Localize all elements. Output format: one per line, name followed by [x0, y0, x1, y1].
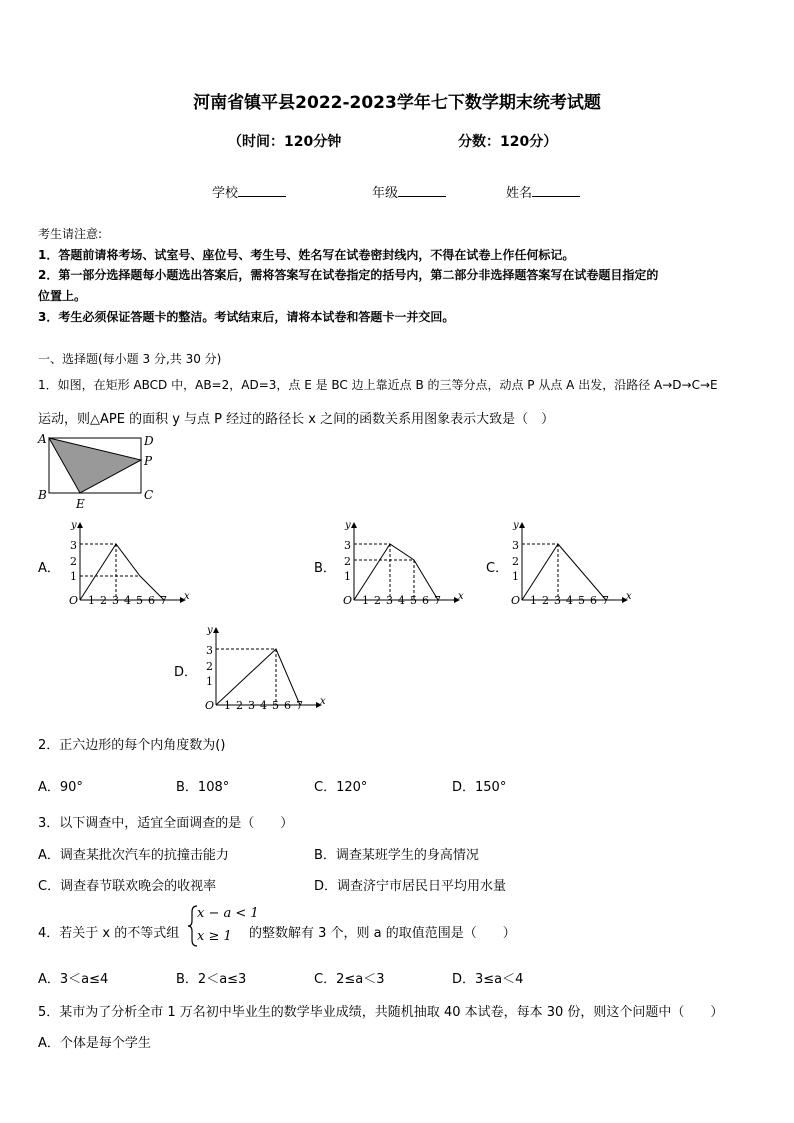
x-tick-7: 7 [434, 594, 441, 607]
q2-option-b[interactable]: B．108° [176, 780, 230, 795]
q3-option-a[interactable]: A．调查某批次汽车的抗撞击能力 [38, 848, 229, 863]
y-tick-3: 3 [344, 539, 351, 552]
q1-option-d[interactable]: D． [174, 665, 198, 680]
axis-y-label: y [513, 520, 519, 531]
x-tick-2: 2 [374, 594, 381, 607]
q3-stem: 3．以下调查中，适宜全面调查的是（ ） [38, 816, 294, 831]
q1-option-b[interactable]: B． [314, 561, 336, 576]
q1-rectangle-figure [34, 430, 164, 512]
school-blank[interactable] [238, 184, 286, 197]
name-field [506, 182, 580, 201]
x-tick-6: 6 [148, 594, 155, 607]
x-tick-3: 3 [386, 594, 393, 607]
y-tick-1: 1 [344, 570, 351, 583]
q2-option-a[interactable]: A．90° [38, 780, 83, 795]
x-tick-3: 3 [112, 594, 119, 607]
y-tick-2: 2 [344, 555, 351, 568]
q1-graph-b [334, 520, 464, 610]
note-2: 2．第一部分选择题每小题选出答案后，需将答案写在试卷指定的括号内，第二部分非选择题答案写在试卷题目指定的 [38, 268, 659, 282]
label-c: C [144, 488, 154, 502]
school-field [212, 182, 286, 201]
axis-y-label: y [71, 520, 77, 531]
q5-stem: 5．某市为了分析全市 1 万名初中毕业生的数学毕业成绩，共随机抽取 40 本试卷，每本 30 份，则这个问题中（ ） [38, 1005, 724, 1020]
label-p: P [144, 454, 153, 468]
axis-x-label: x [184, 591, 190, 602]
y-tick-1: 1 [512, 570, 519, 583]
q1-stem-line2: 运动，则△APE 的面积 y 与点 P 经过的路径长 x 之间的函数关系用图象表示大致是（ ） [38, 412, 555, 427]
triangle-ape [49, 438, 141, 493]
y-tick-3: 3 [70, 539, 77, 552]
x-tick-2: 2 [236, 699, 243, 712]
y-tick-2: 2 [206, 660, 213, 673]
note-3: 3．考生必须保证答题卡的整洁。考试结束后，请将本试卷和答题卡一并交回。 [38, 310, 455, 324]
y-tick-2: 2 [70, 555, 77, 568]
x-tick-6: 6 [590, 594, 597, 607]
x-tick-3: 3 [554, 594, 561, 607]
x-tick-5: 5 [272, 699, 279, 712]
x-tick-1: 1 [224, 699, 231, 712]
x-tick-3: 3 [248, 699, 255, 712]
section-heading: 一、选择题(每小题 3 分,共 30 分) [38, 352, 222, 366]
x-tick-4: 4 [566, 594, 573, 607]
name-label: 姓名 [506, 186, 533, 201]
x-tick-6: 6 [422, 594, 429, 607]
x-tick-5: 5 [136, 594, 143, 607]
x-tick-1: 1 [362, 594, 369, 607]
q1-graph-d [196, 625, 326, 715]
q2-option-c[interactable]: C．120° [314, 780, 368, 795]
q1-option-a[interactable]: A． [38, 561, 60, 576]
x-tick-7: 7 [296, 699, 303, 712]
x-tick-2: 2 [542, 594, 549, 607]
x-tick-5: 5 [410, 594, 417, 607]
q4-option-b[interactable]: B．2＜a≤3 [176, 972, 247, 987]
origin-label: O [69, 594, 79, 607]
y-tick-2: 2 [512, 555, 519, 568]
grade-field [372, 182, 446, 201]
y-tick-1: 1 [70, 570, 77, 583]
grade-blank[interactable] [398, 184, 446, 197]
q1-graph-a [60, 520, 190, 610]
origin-label: O [205, 699, 215, 712]
origin-label: O [343, 594, 353, 607]
x-tick-5: 5 [578, 594, 585, 607]
q2-option-d[interactable]: D．150° [452, 780, 507, 795]
axis-y-label: y [345, 520, 351, 531]
q4-option-d[interactable]: D．3≤a＜4 [452, 972, 524, 987]
q3-option-b[interactable]: B．调查某班学生的身高情况 [314, 848, 479, 863]
x-tick-4: 4 [398, 594, 405, 607]
school-label: 学校 [212, 186, 239, 201]
exam-time: （时间：120分钟 [228, 134, 342, 150]
y-tick-3: 3 [512, 539, 519, 552]
x-tick-1: 1 [530, 594, 537, 607]
q2-stem: 2．正六边形的每个内角度数为() [38, 738, 226, 753]
axis-x-label: x [626, 591, 632, 602]
grade-label: 年级 [372, 186, 399, 201]
label-b: B [38, 488, 47, 502]
note-2-cont: 位置上。 [38, 289, 87, 303]
exam-score: 分数：120分） [458, 134, 558, 150]
q1-option-c[interactable]: C． [486, 561, 509, 576]
y-tick-1: 1 [206, 675, 213, 688]
notes-heading: 考生请注意: [38, 227, 103, 241]
x-tick-7: 7 [160, 594, 167, 607]
q4-stem-post: 的整数解有 3 个，则 a 的取值范围是（ ） [249, 926, 516, 941]
axis-x-label: x [320, 696, 326, 707]
axis-y-label: y [207, 625, 213, 636]
page-title: 河南省镇平县2022-2023学年七下数学期末统考试题 [193, 93, 601, 113]
q5-option-a[interactable]: A．个体是每个学生 [38, 1036, 151, 1051]
q4-inequality-2: x ≥ 1 [197, 929, 232, 944]
label-a: A [38, 432, 47, 446]
x-tick-7: 7 [602, 594, 609, 607]
x-tick-4: 4 [124, 594, 131, 607]
q4-inequality-1: x − a < 1 [197, 906, 259, 921]
x-tick-6: 6 [284, 699, 291, 712]
y-tick-3: 3 [206, 644, 213, 657]
name-blank[interactable] [532, 184, 580, 197]
q1-graph-c [502, 520, 632, 610]
q3-option-d[interactable]: D．调查济宁市居民日平均用水量 [314, 879, 507, 894]
q4-stem-pre: 4．若关于 x 的不等式组 [38, 926, 180, 941]
q4-option-c[interactable]: C．2≤a＜3 [314, 972, 385, 987]
label-e: E [76, 497, 85, 511]
note-1: 1．答题前请将考场、试室号、座位号、考生号、姓名写在试卷密封线内，不得在试卷上作任何标记。 [38, 248, 575, 262]
label-d: D [144, 434, 154, 448]
axis-x-label: x [458, 591, 464, 602]
x-tick-4: 4 [260, 699, 267, 712]
q4-option-a[interactable]: A．3＜a≤4 [38, 972, 109, 987]
x-tick-2: 2 [100, 594, 107, 607]
q3-option-c[interactable]: C．调查春节联欢晚会的收视率 [38, 879, 217, 894]
q1-stem-line1: 1．如图，在矩形 ABCD 中，AB=2，AD=3，点 E 是 BC 边上靠近点 B 的三等分点，动点 P 从点 A 出发，沿路径 A→D→C→E [38, 378, 718, 392]
origin-label: O [511, 594, 521, 607]
x-tick-1: 1 [88, 594, 95, 607]
